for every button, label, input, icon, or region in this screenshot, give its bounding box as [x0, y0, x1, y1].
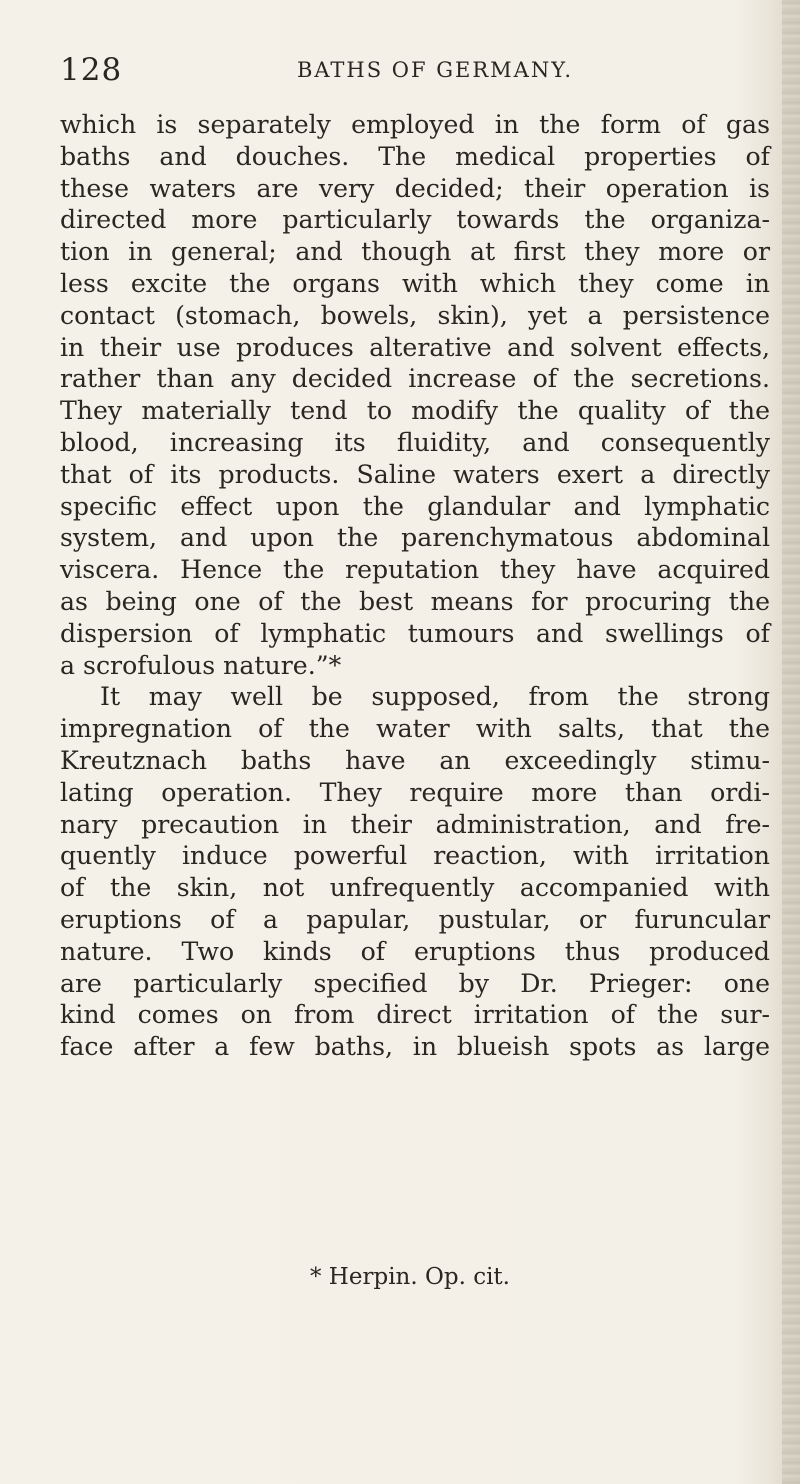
text-line: specific effect upon the glandular and lymphatic — [60, 491, 770, 521]
page-number: 128 — [60, 52, 123, 88]
text-line: nary precaution in their administration, and fre- — [60, 809, 770, 839]
text-line: kind comes on from direct irritation of the sur- — [60, 1000, 770, 1030]
text-line: in their use produces alterative and solvent effects, — [60, 332, 770, 362]
text-line: eruptions of a papular, pustular, or furuncular — [60, 904, 770, 934]
page-edge-shadow — [782, 0, 800, 1484]
text-line: which is separately employed in the form of gas — [60, 110, 770, 139]
text-line: nature. Two kinds of eruptions thus produced — [60, 936, 770, 966]
text-line: as being one of the best means for procuring the — [60, 586, 770, 616]
body-text — [60, 109, 770, 1063]
text-line: tion in general; and though at first they more or — [60, 237, 770, 267]
text-line: lating operation. They require more than ordi- — [60, 777, 770, 807]
text-line: It may well be supposed, from the strong — [100, 682, 770, 712]
text-line: that of its products. Saline waters exert a directly — [60, 459, 770, 489]
text-line: quently induce powerful reaction, with irritation — [60, 841, 770, 871]
text-line: They materially tend to modify the quality of the — [60, 396, 770, 426]
text-line: impregnation of the water with salts, that the — [60, 714, 770, 744]
page-header — [60, 52, 760, 92]
text-line: a scrofulous nature.”* — [60, 650, 342, 680]
text-line: these waters are very decided; their operation is — [60, 173, 770, 203]
running-title: BATHS OF GERMANY. — [296, 58, 574, 82]
text-line: baths and douches. The medical properties of — [60, 141, 770, 171]
text-line: blood, increasing its fluidity, and consequently — [60, 427, 770, 457]
text-line: less excite the organs with which they come in — [60, 268, 770, 298]
text-line: viscera. Hence the reputation they have acquired — [60, 555, 770, 585]
text-line: face after a few baths, in blueish spots as large — [60, 1032, 770, 1062]
text-line: of the skin, not unfrequently accompanied with — [60, 873, 770, 903]
text-line: rather than any decided increase of the secretions. — [60, 364, 770, 394]
text-line: Kreutznach baths have an exceedingly stimu- — [60, 745, 770, 775]
text-line: dispersion of lymphatic tumours and swellings of — [60, 618, 770, 648]
text-line: are particularly specified by Dr. Prieger: one — [60, 968, 770, 998]
text-line: contact (stomach, bowels, skin), yet a persistence — [60, 300, 770, 330]
footnote: * Herpin. Op. cit. — [310, 1264, 510, 1290]
text-line: system, and upon the parenchymatous abdominal — [60, 523, 770, 553]
text-line: directed more particularly towards the organiza- — [60, 205, 770, 235]
